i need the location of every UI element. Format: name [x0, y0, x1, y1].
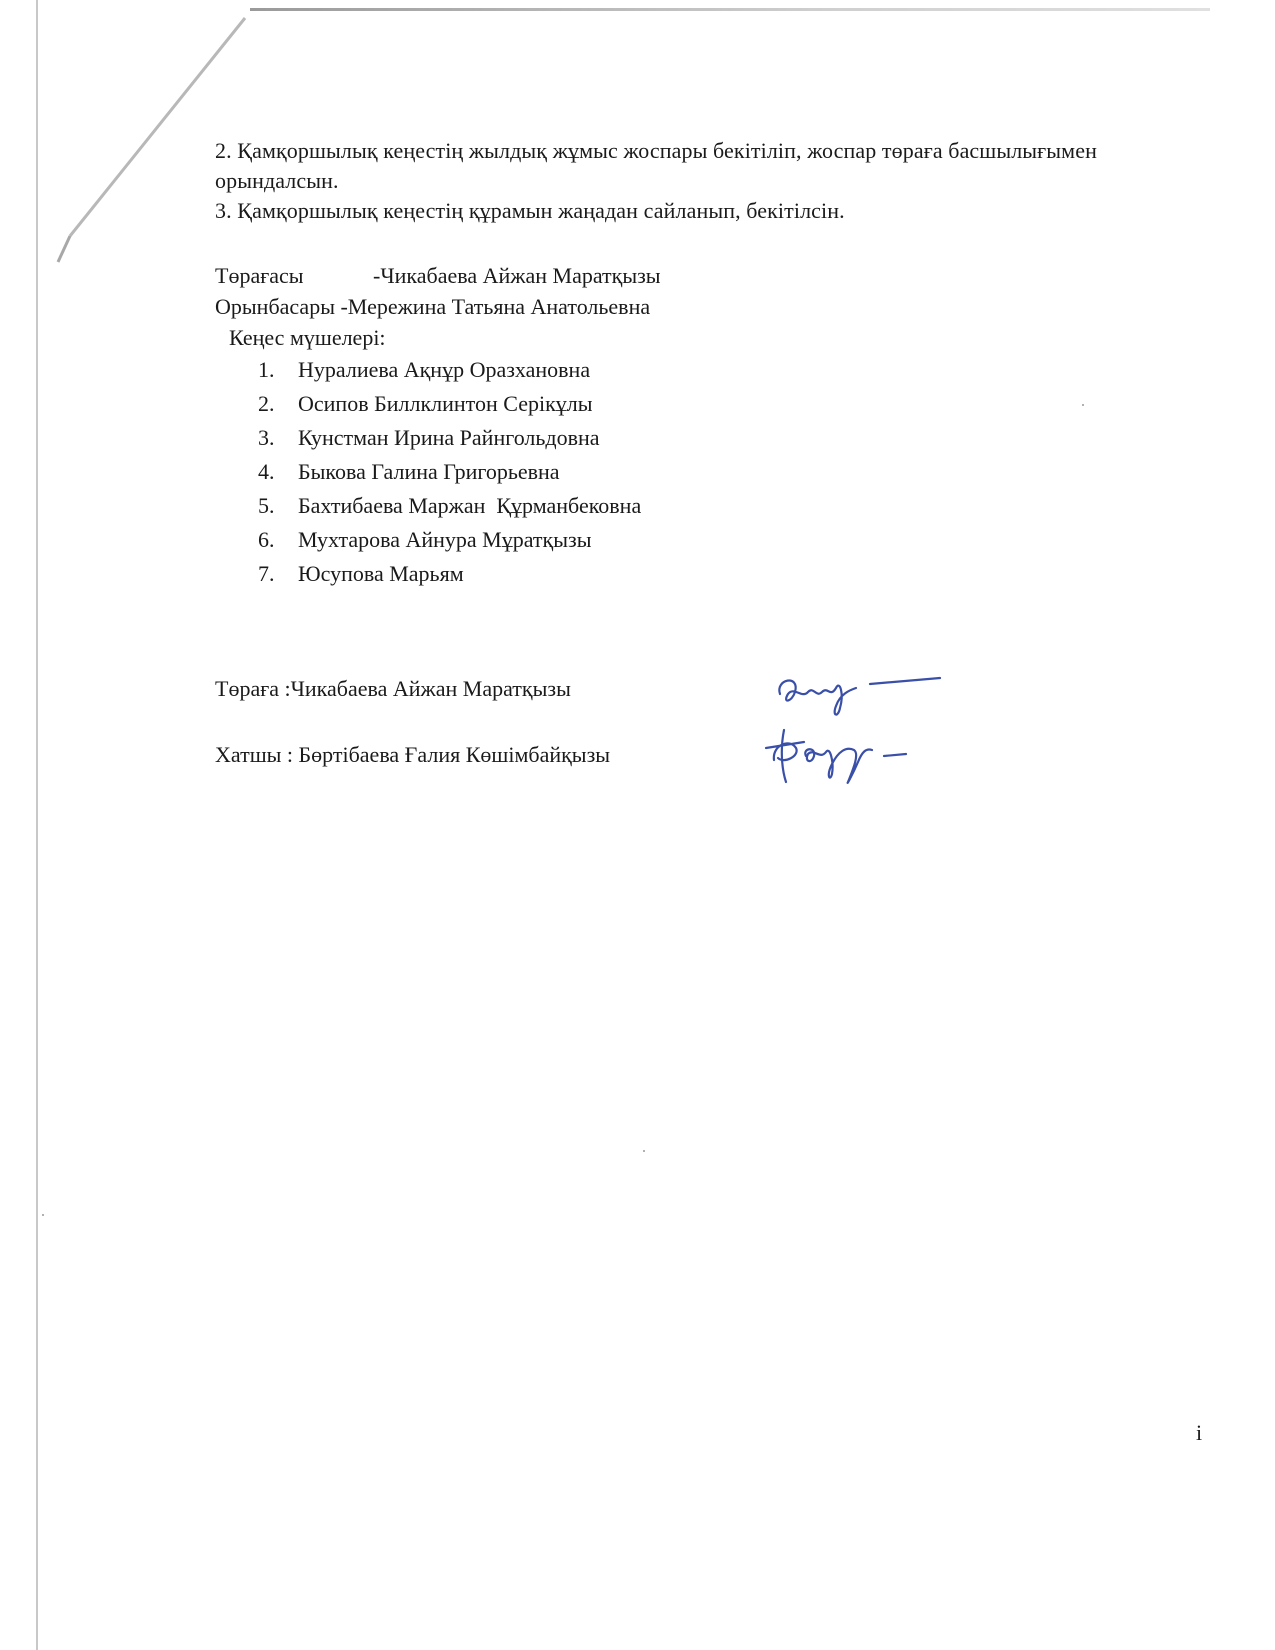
member-name: Кунстман Ирина Райнгольдовна: [298, 425, 600, 450]
list-number: 6.: [258, 527, 275, 552]
member-name: Нуралиева Ақнұр Оразхановна: [298, 357, 591, 382]
secretary-handwritten-signature: [762, 720, 942, 790]
chair-row: [215, 261, 661, 291]
scan-speck: [643, 1150, 645, 1152]
list-item: [258, 491, 641, 525]
list-number: 2.: [258, 391, 275, 416]
paragraph-composition: 3. Қамқоршылық кеңестің құрамын жаңадан сайланып, бекітілсін.: [215, 198, 845, 223]
list-number: 5.: [258, 493, 275, 518]
deputy-row: [215, 292, 650, 322]
member-name: Мухтарова Айнура Мұратқызы: [298, 527, 592, 552]
chair-label: Төрағасы: [215, 263, 304, 288]
chair-signature-line: Төраға :Чикабаева Айжан Маратқызы: [215, 676, 571, 701]
page-mark: i: [1196, 1420, 1203, 1445]
scan-top-edge: [250, 8, 1210, 11]
member-name: Бахтибаева Маржан Құрманбековна: [298, 493, 642, 518]
members-title: Кеңес мүшелері:: [229, 325, 386, 350]
list-item: [258, 355, 641, 389]
scan-speck: [1082, 404, 1084, 406]
scan-speck: [42, 1214, 44, 1216]
secretary-signature-line: Хатшы : Бөртібаева Ғалия Көшімбайқызы: [215, 742, 611, 767]
deputy-label: Орынбасары: [215, 294, 335, 319]
list-item: [258, 423, 641, 457]
members-list: [258, 355, 641, 593]
member-name: Осипов Биллклинтон Серікұлы: [298, 391, 593, 416]
list-item: [258, 559, 641, 593]
list-number: 4.: [258, 459, 275, 484]
list-item: [258, 525, 641, 559]
deputy-name: -Мережина Татьяна Анатольевна: [340, 294, 651, 319]
member-name: Быкова Галина Григорьевна: [298, 459, 560, 484]
paragraph-plan-approval: 2. Қамқоршылық кеңестің жылдық жұмыс жоспары бекітіліп, жоспар төраға басшылығымен орындалсын.: [215, 138, 1097, 193]
list-number: 1.: [258, 357, 275, 382]
list-item: [258, 457, 641, 491]
member-name: Юсупова Марьям: [298, 561, 464, 586]
list-item: [258, 389, 641, 423]
chair-name: -Чикабаева Айжан Маратқызы: [373, 263, 661, 288]
list-number: 3.: [258, 425, 275, 450]
list-number: 7.: [258, 561, 275, 586]
chair-handwritten-signature: [770, 664, 950, 724]
